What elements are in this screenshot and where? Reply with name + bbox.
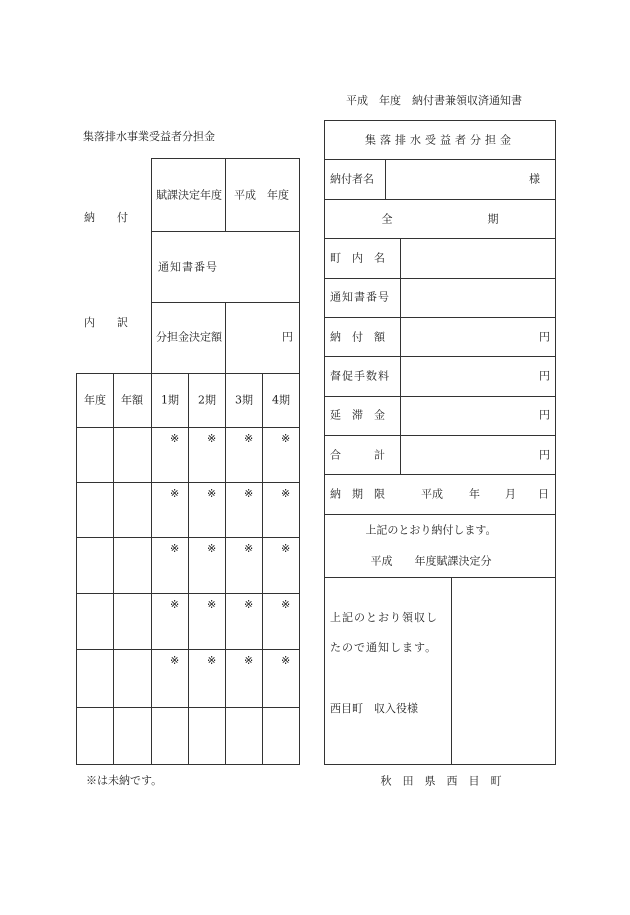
deadline-month: 月 xyxy=(505,487,516,501)
deadline-era: 平成 xyxy=(421,487,443,501)
unpaid-mark: ※ xyxy=(207,487,217,500)
reminder-fee-unit: 円 xyxy=(539,369,550,383)
unpaid-mark: ※ xyxy=(207,542,217,555)
unpaid-mark: ※ xyxy=(281,598,291,611)
town-name-label: 町 内 名 xyxy=(330,251,385,265)
payment-statement: 上記のとおり納付します。 xyxy=(365,523,497,537)
col-header-period-3: 3期 xyxy=(235,393,253,407)
unpaid-mark: ※ xyxy=(281,487,291,500)
fuka-year-value: 平成 年度 xyxy=(234,188,289,202)
unpaid-mark: ※ xyxy=(170,654,180,667)
right-panel-border xyxy=(324,120,556,765)
deadline-year: 年 xyxy=(469,487,480,501)
col-header-year: 年度 xyxy=(84,393,106,407)
unpaid-mark: ※ xyxy=(281,654,291,667)
payment-amount-label: 納 付 額 xyxy=(330,330,385,344)
late-fee-unit: 円 xyxy=(539,408,550,422)
payment-amount-unit: 円 xyxy=(539,330,550,344)
fiscal-year-statement: 平成 年度賦課決定分 xyxy=(370,554,492,568)
unpaid-mark: ※ xyxy=(281,542,291,555)
left-section-title: 集落排水事業受益者分担金 xyxy=(83,130,215,143)
unpaid-mark: ※ xyxy=(170,487,180,500)
deadline-day: 日 xyxy=(538,487,549,501)
notice-number-label: 通知書番号 xyxy=(158,260,218,274)
fuka-year-label: 賦課決定年度 xyxy=(156,188,222,202)
share-amount-unit: 円 xyxy=(282,330,293,344)
unpaid-mark: ※ xyxy=(170,542,180,555)
unpaid-mark: ※ xyxy=(207,432,217,445)
unpaid-footnote: ※は未納です。 xyxy=(86,774,163,787)
unpaid-mark: ※ xyxy=(170,432,180,445)
unpaid-mark: ※ xyxy=(244,654,254,667)
total-unit: 円 xyxy=(539,448,550,462)
col-header-period-4: 4期 xyxy=(272,393,290,407)
form-title: 平成 年度 納付書兼領収済通知書 xyxy=(346,94,522,107)
unpaid-mark: ※ xyxy=(244,598,254,611)
period-zen: 全 xyxy=(381,212,393,226)
receipt-line-1: 上記のとおり領収し xyxy=(330,611,438,624)
share-amount-label: 分担金決定額 xyxy=(156,330,222,344)
unpaid-mark: ※ xyxy=(207,654,217,667)
unpaid-mark: ※ xyxy=(170,598,180,611)
col-header-annual: 年額 xyxy=(121,393,143,407)
nofu-label: 納 付 xyxy=(84,211,128,224)
notice-number-label-right: 通知書番号 xyxy=(330,290,390,304)
receipt-line-2: たので通知します。 xyxy=(330,641,438,654)
col-header-period-1: 1期 xyxy=(161,393,179,407)
unpaid-mark: ※ xyxy=(244,432,254,445)
payer-suffix: 様 xyxy=(529,172,540,186)
late-fee-label: 延 滞 金 xyxy=(330,408,385,422)
col-header-period-2: 2期 xyxy=(198,393,216,407)
unpaid-mark: ※ xyxy=(281,432,291,445)
municipality-footer: 秋 田 県 西 目 町 xyxy=(380,774,502,788)
period-ki: 期 xyxy=(487,212,499,226)
total-label: 合 計 xyxy=(330,448,385,462)
deadline-label: 納 期 限 xyxy=(330,487,385,501)
unpaid-mark: ※ xyxy=(244,487,254,500)
right-box-title: 集落排水受益者分担金 xyxy=(365,133,515,147)
unpaid-mark: ※ xyxy=(244,542,254,555)
unpaid-mark: ※ xyxy=(207,598,217,611)
payer-label: 納付者名 xyxy=(330,172,374,186)
uchiwake-label: 内 訳 xyxy=(84,316,128,329)
reminder-fee-label: 督促手数料 xyxy=(330,369,390,383)
receipt-signer: 西目町 収入役様 xyxy=(330,702,418,715)
